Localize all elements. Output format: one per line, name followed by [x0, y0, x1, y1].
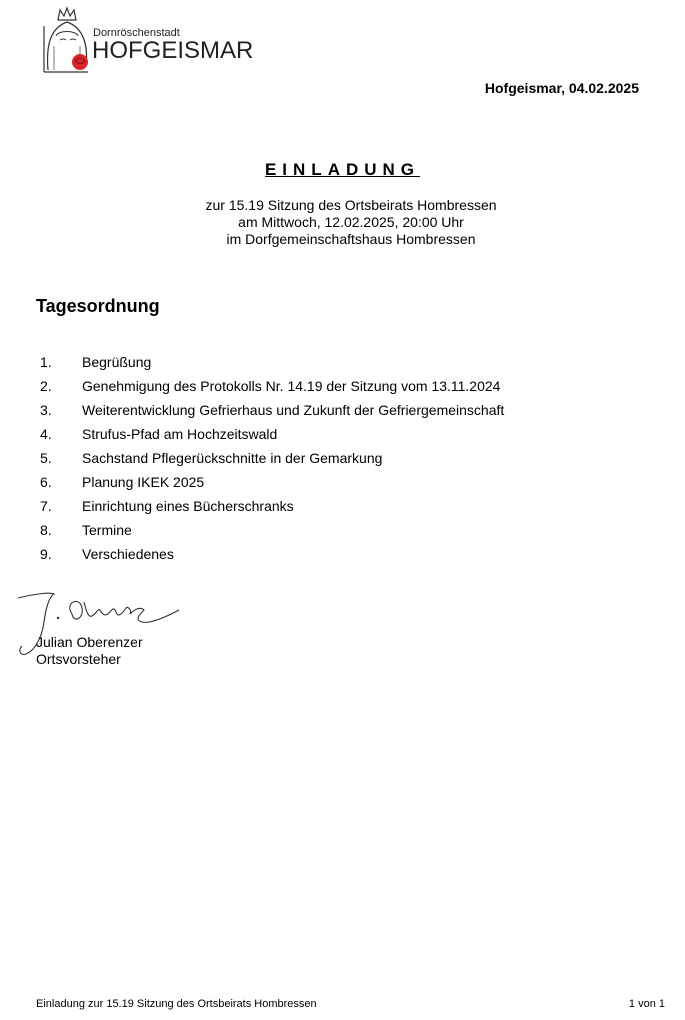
agenda-item: [40, 494, 504, 518]
city-logo: [40, 6, 254, 76]
agenda-number: 8.: [40, 522, 52, 538]
invitation-line-2: am Mittwoch, 12.02.2025, 20:00 Uhr: [238, 214, 464, 230]
invitation-line-3: im Dorfgemeinschaftshaus Hombressen: [226, 231, 476, 247]
agenda-item: [40, 518, 504, 542]
agenda-item: [40, 446, 504, 470]
agenda-number: 4.: [40, 426, 52, 442]
agenda-text: Genehmigung des Protokolls Nr. 14.19 der Sitzung vom 13.11.2024: [82, 378, 501, 394]
agenda-text: Weiterentwicklung Gefrierhaus und Zukunft der Gefriergemeinschaft: [82, 402, 505, 418]
agenda-text: Planung IKEK 2025: [82, 474, 205, 490]
agenda-text: Verschiedenes: [82, 546, 174, 562]
agenda-text: Begrüßung: [82, 354, 152, 370]
agenda-item: [40, 374, 504, 398]
date-line: Hofgeismar, 04.02.2025: [484, 80, 639, 96]
agenda-text: Sachstand Pflegerückschnitte in der Gemarkung: [82, 450, 383, 466]
princess-rose-icon: [40, 6, 100, 76]
agenda-item: [40, 422, 504, 446]
agenda-number: 6.: [40, 474, 52, 490]
agenda-item: [40, 350, 504, 374]
page-number: 1 von 1: [628, 998, 665, 1010]
invitation-title: EINLADUNG: [264, 160, 421, 179]
invitation-line-1: zur 15.19 Sitzung des Ortsbeirats Hombressen: [205, 197, 497, 213]
agenda-text: Termine: [82, 522, 132, 538]
logo-title: HOFGEISMAR: [92, 37, 254, 64]
agenda-item: [40, 398, 504, 422]
agenda-heading: Tagesordnung: [36, 296, 160, 316]
agenda-number: 2.: [40, 378, 52, 394]
agenda-item: [40, 470, 504, 494]
logo-subtitle: Dornröschenstadt: [93, 27, 180, 39]
agenda-item: [40, 542, 504, 566]
agenda-number: 5.: [40, 450, 52, 466]
agenda-number: 3.: [40, 402, 52, 418]
agenda-number: 1.: [40, 354, 52, 370]
agenda-list: [40, 350, 504, 566]
agenda-text: Einrichtung eines Bücherschranks: [82, 498, 294, 514]
agenda-number: 7.: [40, 498, 52, 514]
signer-role: Ortsvorsteher: [36, 651, 121, 667]
agenda-text: Strufus-Pfad am Hochzeitswald: [82, 426, 278, 442]
agenda-number: 9.: [40, 546, 52, 562]
footer-title: Einladung zur 15.19 Sitzung des Ortsbeirats Hombressen: [36, 998, 317, 1010]
signer-name: Julian Oberenzer: [36, 634, 143, 650]
